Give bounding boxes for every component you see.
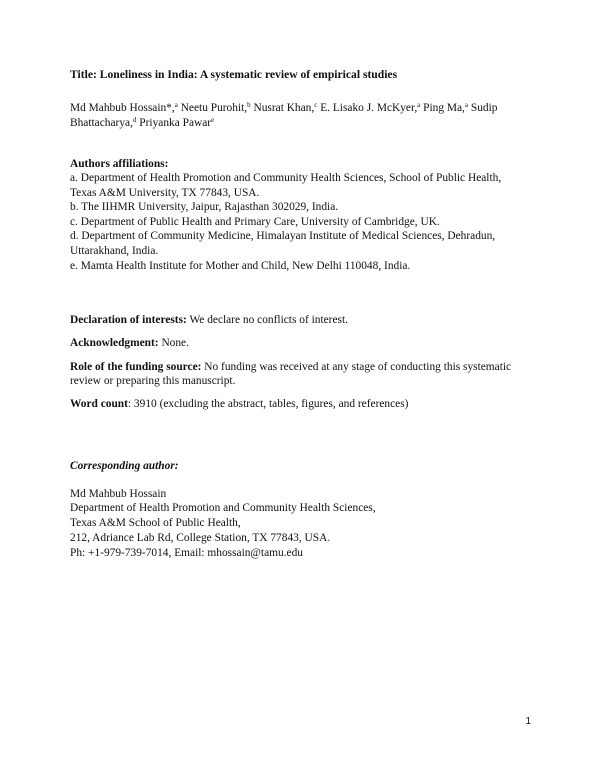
author-affiliation-mark: a bbox=[417, 101, 421, 109]
author-name: Ping Ma, bbox=[420, 102, 465, 114]
funding-label: Role of the funding source: bbox=[70, 360, 202, 373]
affiliation-line: c. Department of Public Health and Primary Care, University of Cambridge, UK. bbox=[70, 215, 440, 228]
paper-title: Title: Loneliness in India: A systematic review of empirical studies bbox=[70, 68, 398, 81]
author-name: Sudip Bhattacharya, bbox=[70, 102, 498, 129]
funding-statement bbox=[70, 360, 532, 389]
declaration-text: We declare no conflicts of interest. bbox=[186, 314, 348, 327]
author-affiliation-mark: a bbox=[464, 101, 469, 109]
author-affiliation-mark: c bbox=[314, 101, 318, 109]
affiliations-heading: Authors affiliations: bbox=[70, 158, 169, 170]
funding-text: No funding was received at any stage of conducting this systematic review or preparing this manuscript. bbox=[70, 360, 512, 387]
corresponding-line: Texas A&M School of Public Health, bbox=[70, 517, 241, 530]
word-count-label: Word count bbox=[70, 398, 128, 411]
author-name: Md Mahbub Hossain*, bbox=[70, 102, 175, 114]
author-affiliation-mark: b bbox=[247, 101, 251, 109]
corresponding-line: Ph: +1-979-739-7014, Email: mhossain@tamu.edu bbox=[70, 546, 303, 559]
affiliation-line: e. Mamta Health Institute for Mother and Child, New Delhi 110048, India. bbox=[70, 259, 411, 272]
author-name: Nusrat Khan, bbox=[250, 102, 315, 114]
corresponding-line: Department of Health Promotion and Community Health Sciences, bbox=[70, 502, 376, 515]
corresponding-line: 212, Adriance Lab Rd, College Station, TX 77843, USA. bbox=[70, 531, 331, 544]
corresponding-author-block bbox=[70, 487, 532, 561]
author-name: E. Lisako J. McKyer, bbox=[317, 102, 418, 114]
author-affiliation-mark: d bbox=[132, 116, 137, 124]
manuscript-page bbox=[70, 68, 532, 560]
affiliation-line: d. Department of Community Medicine, Himalayan Institute of Medical Sciences, Dehradun, bbox=[70, 230, 496, 243]
acknowledgment-text: None. bbox=[158, 337, 189, 350]
author-affiliation-mark: e bbox=[211, 116, 215, 124]
corresponding-author-heading: Corresponding author: bbox=[70, 459, 179, 472]
author-affiliation-mark: a bbox=[174, 101, 178, 109]
affiliation-line: b. The IIHMR University, Jaipur, Rajasthan 302029, India. bbox=[70, 201, 339, 214]
affiliation-line: a. Department of Health Promotion and Community Health Sciences, School of Public Health, bbox=[70, 172, 502, 184]
acknowledgment bbox=[70, 336, 532, 350]
affiliations-list bbox=[70, 171, 532, 273]
corresponding-line: Md Mahbub Hossain bbox=[70, 487, 167, 500]
acknowledgment-label: Acknowledgment: bbox=[70, 337, 159, 350]
author-name: Neetu Purohit, bbox=[177, 102, 248, 114]
declaration-of-interests bbox=[70, 313, 532, 327]
declaration-label: Declaration of interests: bbox=[70, 314, 187, 327]
affiliation-line: Texas A&M University, TX 77843, USA. bbox=[70, 186, 260, 199]
word-count-text: : 3910 (excluding the abstract, tables, figures, and references) bbox=[127, 398, 409, 411]
author-list bbox=[70, 101, 532, 131]
affiliation-line: Uttarakhand, India. bbox=[70, 244, 159, 257]
author-name: Priyanka Pawar bbox=[136, 117, 212, 129]
word-count bbox=[70, 397, 532, 411]
page-number: 1 bbox=[525, 716, 531, 727]
